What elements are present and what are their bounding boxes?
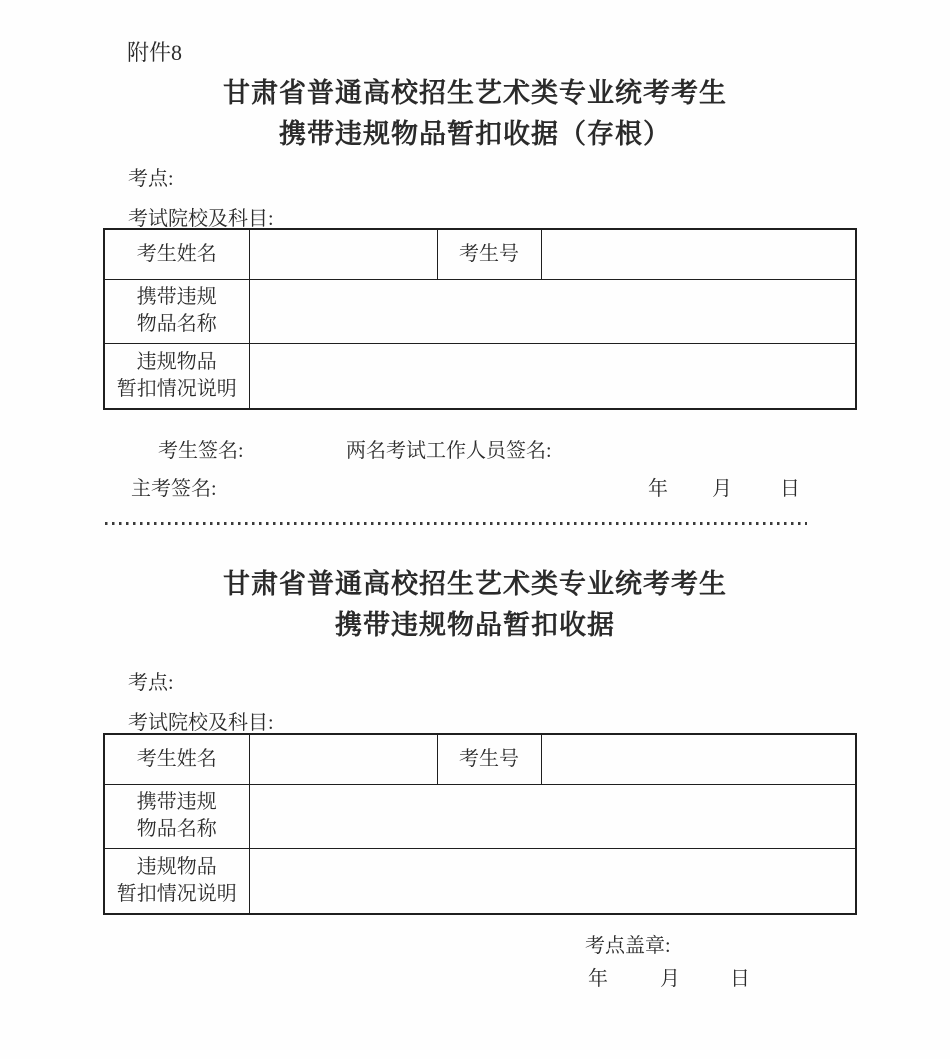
detention-desc-label <box>104 343 249 409</box>
detention-desc-label-line1: 违规物品 <box>136 855 217 878</box>
stub-year-label: 年 <box>648 478 668 500</box>
receipt-day-label: 日 <box>730 968 750 990</box>
items-name-label-line2: 物品名称 <box>136 313 217 335</box>
candidate-name-cell <box>249 734 437 784</box>
receipt-month-label: 月 <box>660 968 680 990</box>
stub-title-line1: 甘肃省普通高校招生艺术类专业统考考生 <box>223 78 727 108</box>
table-row <box>104 279 856 343</box>
table-row <box>104 784 856 848</box>
items-name-label-line2: 物品名称 <box>136 818 217 840</box>
stub-month-label: 月 <box>712 478 732 500</box>
candidate-name-label: 考生姓名 <box>104 229 249 279</box>
table-row <box>104 734 856 784</box>
candidate-no-label: 考生号 <box>437 229 541 279</box>
stub-day-label: 日 <box>780 478 800 500</box>
items-name-label <box>104 784 249 848</box>
dotted-cut-line <box>105 522 807 525</box>
exam-site-seal-label: 考点盖章: <box>585 935 671 957</box>
candidate-name-cell <box>249 229 437 279</box>
candidate-no-cell <box>541 229 856 279</box>
attachment-label: 附件8 <box>127 40 183 65</box>
chief-signature-label: 主考签名: <box>131 478 217 500</box>
items-name-cell <box>249 784 856 848</box>
stub-title-line2: 携带违规物品暂扣收据（存根） <box>279 119 671 149</box>
candidate-name-label: 考生姓名 <box>104 734 249 784</box>
detention-desc-label <box>104 848 249 914</box>
stub-exam-school-subject-label: 考试院校及科目: <box>128 208 274 230</box>
table-row <box>104 848 856 914</box>
staff-signature-label: 两名考试工作人员签名: <box>346 440 552 462</box>
items-name-label-line1: 携带违规 <box>136 791 217 813</box>
receipt-title-line1: 甘肃省普通高校招生艺术类专业统考考生 <box>223 569 727 599</box>
detention-desc-label-line2: 暂扣情况说明 <box>116 882 237 905</box>
receipt-table <box>103 733 857 915</box>
items-name-label-line1: 携带违规 <box>136 286 217 308</box>
detention-desc-cell <box>249 848 856 914</box>
stub-table <box>103 228 857 410</box>
candidate-no-label: 考生号 <box>437 734 541 784</box>
receipt-exam-site-label: 考点: <box>128 672 174 694</box>
detention-desc-cell <box>249 343 856 409</box>
receipt-title-line2: 携带违规物品暂扣收据 <box>335 610 615 640</box>
detention-desc-label-line1: 违规物品 <box>136 350 217 373</box>
candidate-signature-label: 考生签名: <box>158 440 244 462</box>
receipt-year-label: 年 <box>588 968 608 990</box>
table-row <box>104 343 856 409</box>
stub-exam-site-label: 考点: <box>128 168 174 190</box>
table-row <box>104 229 856 279</box>
detention-desc-label-line2: 暂扣情况说明 <box>116 377 237 400</box>
candidate-no-cell <box>541 734 856 784</box>
items-name-label <box>104 279 249 343</box>
receipt-exam-school-subject-label: 考试院校及科目: <box>128 712 274 734</box>
items-name-cell <box>249 279 856 343</box>
